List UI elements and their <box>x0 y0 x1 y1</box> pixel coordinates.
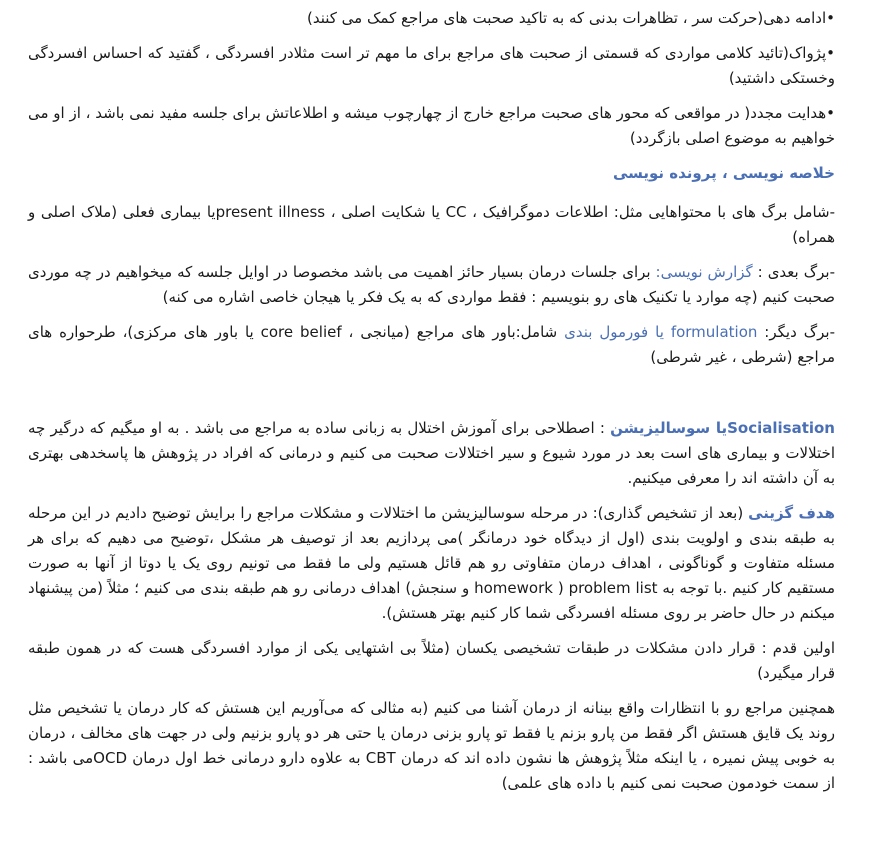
problem-list-term: problem list <box>568 579 658 597</box>
goal-setting-paragraph <box>28 501 835 626</box>
bullet-continuation: •ادامه دهی(حرکت سر ، تظاهرات بدنی که به تاکید صحبت های مراجع کمک می کنند) <box>306 9 835 27</box>
cbt-term: CBT <box>365 749 396 767</box>
formulation-term-fa: یا فورمول بندی <box>564 323 671 341</box>
sheet-formulation <box>28 320 835 370</box>
sheet-demographic <box>28 200 835 250</box>
goal-setting-text-a: (بعد از تشخیص گذاری): در مرحله سوسالیزیشن ما اختلالات و مشکلات مراجع را برایش توضیح دادیم در این مرحله به طبقه بندی و اولویت بندی (اول از دیدگاه خود درمانگر )می پردازیم بعد از توصیف هر مشکل ،توضیح می دهیم که برای هر مسئله متفاوت و گوناگونی ، اهداف درمان متفاوتی رو هم قائل هستیم ولی ما فقط می تونیم روی یک یا دوتا از آنها به صورت مستقیم کار کنیم .با توجه به <box>28 504 835 597</box>
expectations-text-b: به علاوه دارو درمانی خط اول درمان <box>127 749 366 767</box>
present-illness-term: present illness <box>215 203 326 221</box>
first-step-paragraph: اولین قدم : قرار دادن مشکلات در طبقات تشخیصی یکسان (مثلاً بی اشتهایی یکی از موارد افسردگی هست که در همون طبقه قرار میگیرد) <box>28 639 835 682</box>
report-writing-term: گزارش نویسی: <box>655 263 753 281</box>
core-belief-term: core belief <box>260 323 342 341</box>
goal-setting-text-c: و سنجش) اهداف درمانی رو هم طبقه بندی می کنیم ؛ مثلاً (من پیشنهاد میکنم در حال حاضر بر روی مسئله افسردگی شما کار کنیم بهتر هستش). <box>28 579 835 622</box>
socialisation-term: Socialisation <box>727 419 835 437</box>
expectations-paragraph <box>28 696 835 796</box>
goal-setting-text-b: ( <box>552 579 569 597</box>
bullet-redirection: •هدایت مجدد( در مواقعی که محور های صحبت مراجع خارج از چهارچوب میشه و اطلاعاتش برای جلسه مفید نمی باشد ، از او می خواهیم به موضوع اصلی بازگردد) <box>27 104 835 147</box>
expectations-text-c: می باشد : از سمت خودمون صحبت نمی کنیم با داده های علمی) <box>28 749 835 792</box>
sheet-formulation-text-a: شامل:باور های مراجع (میانجی ، <box>341 323 565 341</box>
ocd-term: OCD <box>93 749 128 767</box>
expectations-text-a: همچنین مراجع رو با انتظارات واقع بینانه از درمان آشنا می کنیم (به مثالی که می‌آوریم این هستش که کار درمان یا تشخیص مثل روند یک قایق هستش اگر فقط من پارو بزنم یا فقط تو پارو بزنی درمان یا حتی هر دو پارو بزنیم ولی در جهت های مخالف ، درمان به خوبی پیش نمیره ، یا اینکه مثلاً پژوهش ها نشون داده اند که درمان <box>28 699 835 767</box>
blank-spacer <box>28 380 835 416</box>
homework-term: homework <box>474 579 553 597</box>
sheet-report-prefix: -برگ بعدی : <box>752 263 835 281</box>
section-heading: خلاصه نویسی ، پرونده نویسی <box>612 164 835 182</box>
sheet-formulation-prefix: -برگ دیگر: <box>757 323 835 341</box>
sheet-demographic-text-b: یا بیماری فعلی (ملاک اصلی و همراه) <box>28 203 835 246</box>
goal-setting-term: هدف گزینی <box>748 504 835 522</box>
sheet-report-text: برای جلسات درمان بسیار حائز اهمیت می باشد مخصوصا در اوایل جلسه که میخواهیم در چه موردی صحبت کنیم (چه موارد یا تکنیک های رو بنویسیم : فقط مواردی که به یک فکر یا هیجان خاصی اشاره می کنه) <box>28 263 835 306</box>
socialisation-text: : اصطلاحی برای آموزش اختلال به زبانی ساده به مراجع می باشد . به او میگیم که درگیر چه اختلالات و بیماری های است بعد در مورد شیوع و سیر اختلالات صحبت می کنیم و درمانی که افراد در پژوهش ها پاسخدهی بهتری به آن داشته اند را معرفی میکنیم. <box>28 419 835 487</box>
sheet-formulation-text-b: یا باور های مرکزی)، طرحواره های مراجع (شرطی ، غیر شرطی) <box>28 323 835 366</box>
formulation-term: formulation <box>670 323 758 341</box>
socialisation-paragraph <box>28 416 835 491</box>
socialisation-term-fa: یا سوسالیزیشن <box>610 419 728 437</box>
bullet-echo: •پژواک(تائید کلامی مواردی که قسمتی از صحبت های مراجع برای ما مهم تر است مثلادر افسردگی ، گفتید که احساس افسردگی وخستکی داشتید) <box>28 44 835 87</box>
sheet-report <box>28 260 835 310</box>
sheet-demographic-text-a: -شامل برگ های با محتواهایی مثل: اطلاعات دموگرافیک ، CC یا شکایت اصلی ، <box>325 203 836 221</box>
